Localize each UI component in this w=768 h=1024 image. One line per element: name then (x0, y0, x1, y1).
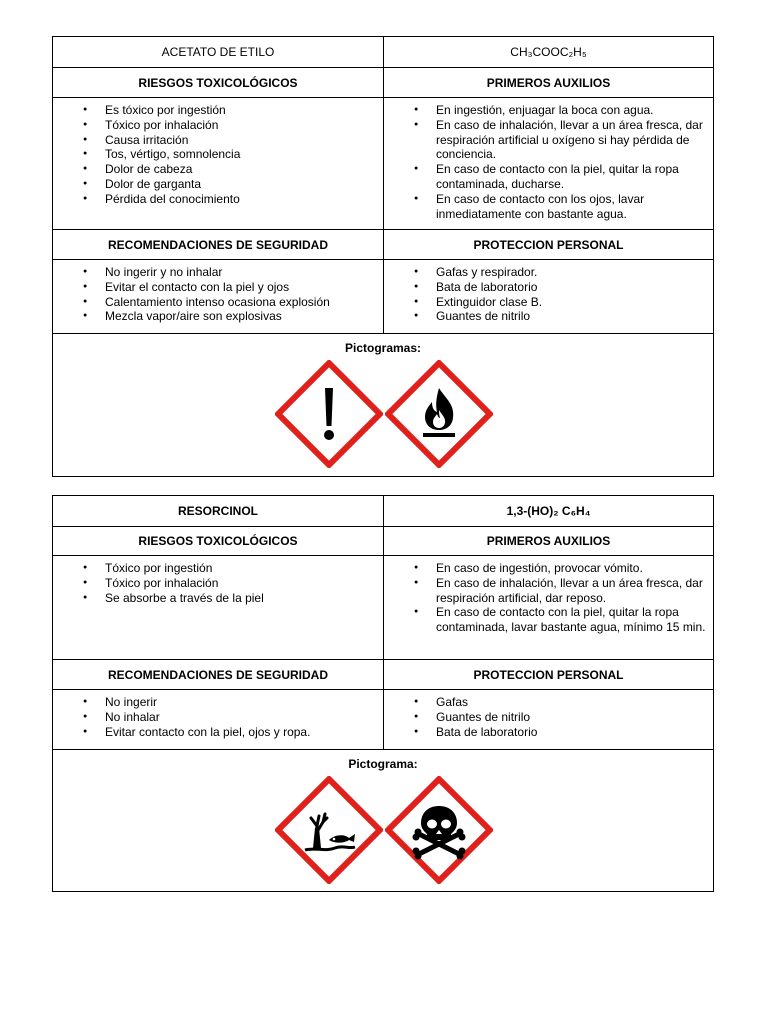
chemical-formula: 1,3-(HO)₂ C₆H₄ (506, 504, 591, 518)
list-item: ● No ingerir (83, 695, 377, 710)
list-item: ● Evitar contacto con la piel, ojos y ropa. (83, 725, 377, 740)
proteccion-list (414, 265, 707, 324)
section-header-row (53, 660, 713, 690)
auxilios-list (414, 561, 707, 635)
proteccion-list (414, 695, 707, 739)
list-item: ● No ingerir y no inhalar (83, 265, 377, 280)
list-item: ● No inhalar (83, 710, 377, 725)
list-item: ● Calentamiento intenso ocasiona explosión (83, 295, 377, 310)
recomendaciones-list (83, 695, 377, 739)
header-row (53, 37, 713, 68)
section-header-row (53, 527, 713, 556)
recomendaciones-list (83, 265, 377, 324)
list-item: ● Tóxico por inhalación (83, 576, 377, 591)
list-item: ● En caso de inhalación, llevar a un área fresca, dar respiración artificial u oxígeno si hay pérdida de conciencia. (414, 118, 707, 162)
riesgos-list (83, 561, 377, 605)
list-item: ● Tos, vértigo, somnolencia (83, 147, 377, 162)
list-item: ● Evitar el contacto con la piel y ojos (83, 280, 377, 295)
proteccion-title: PROTECCION PERSONAL (473, 237, 624, 252)
recomendaciones-title: RECOMENDACIONES DE SEGURIDAD (53, 660, 384, 689)
auxilios-list (414, 103, 707, 221)
list-item: ● Mezcla vapor/aire son explosivas (83, 309, 377, 324)
list-item: ● Tóxico por ingestión (83, 561, 377, 576)
list-item: ● Gafas y respirador. (414, 265, 707, 280)
safety-card-ethyl-acetate (52, 36, 714, 477)
list-item: ● Tóxico por inhalación (83, 118, 377, 133)
exclamation-icon (275, 360, 383, 468)
list-item: ● Dolor de garganta (83, 177, 377, 192)
proteccion-title: PROTECCION PERSONAL (473, 667, 624, 682)
list-item: ● Causa irritación (83, 133, 377, 148)
list-item: ● Bata de laboratorio (414, 280, 707, 295)
list-item: ● Guantes de nitrilo (414, 309, 707, 324)
list-item: ● Es tóxico por ingestión (83, 103, 377, 118)
pictogram-title: Pictograma: (348, 757, 418, 771)
flame-icon (385, 360, 493, 468)
pictogram-section (53, 334, 713, 475)
list-item: ● En caso de inhalación, llevar a un área fresca, dar respiración artificial, dar reposo. (414, 576, 707, 606)
list-item: ● Se absorbe a través de la piel (83, 591, 377, 606)
section-list-row (53, 260, 713, 334)
safety-card-resorcinol (52, 495, 714, 892)
chemical-name: RESORCINOL (53, 496, 384, 526)
list-item: ● Gafas (414, 695, 707, 710)
skull-crossbones-icon (385, 776, 493, 884)
list-item: ● En caso de contacto con la piel, quitar la ropa contaminada, ducharse. (414, 162, 707, 192)
list-item: ● Guantes de nitrilo (414, 710, 707, 725)
pictogram-section (53, 750, 713, 890)
chemical-name: ACETATO DE ETILO (53, 37, 384, 67)
list-item: ● Dolor de cabeza (83, 162, 377, 177)
list-item: ● Bata de laboratorio (414, 725, 707, 740)
list-item: ● En caso de contacto con la piel, quitar la ropa contaminada, lavar bastante agua, mínimo 15 min. (414, 605, 707, 635)
list-item: ● En caso de contacto con los ojos, lavar inmediatamente con bastante agua. (414, 192, 707, 222)
section-list-row (53, 690, 713, 750)
environment-icon (275, 776, 383, 884)
riesgos-list (83, 103, 377, 207)
riesgos-title: RIESGOS TOXICOLÓGICOS (53, 527, 384, 555)
auxilios-title: PRIMEROS AUXILIOS (486, 75, 611, 90)
header-row (53, 496, 713, 527)
list-item: ● En ingestión, enjuagar la boca con agua. (414, 103, 707, 118)
recomendaciones-title: RECOMENDACIONES DE SEGURIDAD (53, 230, 384, 259)
chemical-formula: CH₃COOC₂H₅ (510, 45, 587, 59)
section-list-row (53, 98, 713, 230)
riesgos-title: RIESGOS TOXICOLÓGICOS (53, 68, 384, 97)
section-header-row (53, 230, 713, 260)
pictogram-title: Pictogramas: (344, 341, 422, 355)
list-item: ● Extinguidor clase B. (414, 295, 707, 310)
list-item: ● Pérdida del conocimiento (83, 192, 377, 207)
auxilios-title: PRIMEROS AUXILIOS (486, 534, 611, 548)
list-item: ● En caso de ingestión, provocar vómito. (414, 561, 707, 576)
section-list-row (53, 556, 713, 660)
section-header-row (53, 68, 713, 98)
